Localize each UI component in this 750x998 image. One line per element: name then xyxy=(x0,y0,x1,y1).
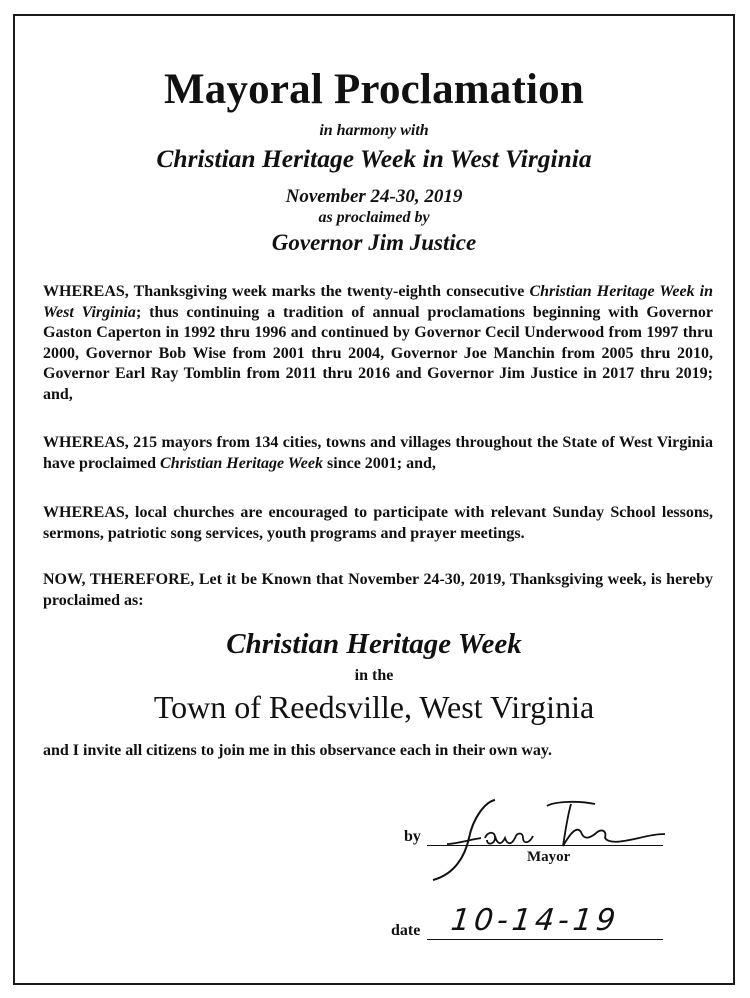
by-label: by xyxy=(404,828,421,845)
proclaimed-by-line: as proclaimed by xyxy=(318,209,430,226)
in-the-line: in the xyxy=(354,667,394,684)
invitation-line: and I invite all citizens to join me in this observance each in their own way. xyxy=(43,742,553,759)
whereas-paragraph-2 xyxy=(43,433,713,474)
therefore-paragraph: NOW, THEREFORE, Let it be Known that November 24-30, 2019, Thanksgiving week, is hereby proclaimed as: xyxy=(43,571,713,609)
town-name: Town of Reedsville, West Virginia xyxy=(153,689,595,725)
p2-rest: since 2001; and, xyxy=(323,454,436,472)
document-title: Mayoral Proclamation xyxy=(164,66,584,113)
whereas-paragraph-1 xyxy=(43,282,713,405)
governor-name: Governor Jim Justice xyxy=(271,230,477,255)
whereas-paragraph-3: WHEREAS, local churches are encouraged to participate with relevant Sunday School lessons, sermons, patriotic song services, youth programs and prayer meetings. xyxy=(43,504,713,542)
handwritten-date: 10-14-19 xyxy=(449,903,622,938)
proclaimed-week-title: Christian Heritage Week xyxy=(226,628,522,660)
proclamation-document xyxy=(13,14,735,985)
p2-italic: Christian Heritage Week xyxy=(160,454,324,472)
event-title: Christian Heritage Week in West Virginia xyxy=(156,144,592,173)
p1-italic: Christian Heritage Week in West Virginia xyxy=(43,283,714,321)
p1-rest: ; thus continuing a tradition of annual proclamations beginning with Governor Gaston Caperton in 1992 thru 1996 and continued by Governor Cecil Underwood from 1997 thru 2000, Governor Bob Wise from 2001 thru 2004, Governor Joe Manchin from 2005 thru 2010, Governor Earl Ray Tomblin from 2011 thru 2016 and Governor Jim Justice in 2017 thru 2019; and, xyxy=(43,303,714,403)
p2-lead: WHEREAS, 215 mayors from 134 cities, towns and villages throughout the State of West Virginia have proclaimed xyxy=(43,434,713,472)
p1-lead: WHEREAS, Thanksgiving week marks the twenty-eighth consecutive xyxy=(43,283,530,300)
harmony-line: in harmony with xyxy=(319,122,429,139)
date-line xyxy=(427,939,663,940)
mayor-label: Mayor xyxy=(527,849,571,865)
date-label: date xyxy=(391,922,421,939)
mayor-signature-icon xyxy=(425,788,675,883)
event-dates: November 24-30, 2019 xyxy=(285,186,463,207)
